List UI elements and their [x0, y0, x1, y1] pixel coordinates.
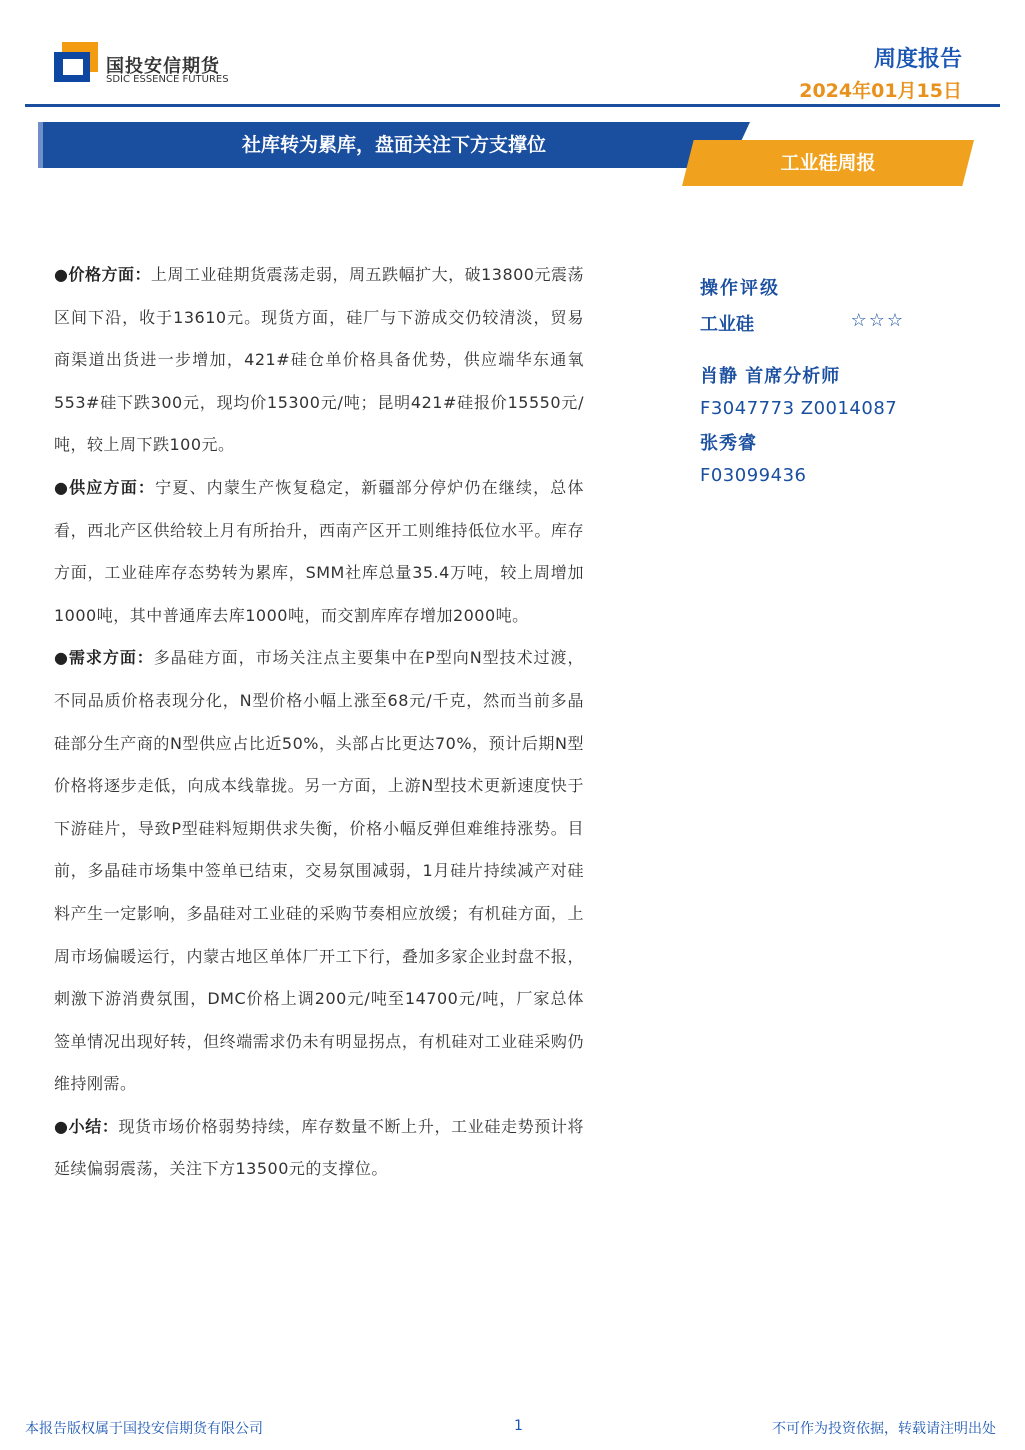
- rating-title: 操作评级: [700, 278, 780, 299]
- analyst-secondary-cert: F03099436: [700, 465, 807, 486]
- analyst-secondary: 张秀睿: [700, 433, 757, 454]
- section-summary: [54, 1106, 584, 1191]
- logo-white-cutout: [63, 59, 83, 75]
- rating-row: [700, 310, 905, 336]
- section-text: 现货市场价格弱势持续，库存数量不断上升，工业硅走势预计将延续偏弱震荡，关注下方13500元的支撑位。: [54, 1116, 584, 1179]
- company-logo: [54, 42, 98, 82]
- rating-stars-icon: ☆☆☆: [850, 310, 905, 331]
- rating-product: 工业硅: [700, 314, 754, 335]
- section-price: [54, 254, 584, 467]
- report-type: 周度报告: [873, 47, 962, 72]
- section-text: 上周工业硅期货震荡走弱，周五跌幅扩大，破13800元震荡区间下沿，收于13610元。现货方面，硅厂与下游成交仍较清淡，贸易商渠道出货进一步增加，421#硅仓单价格具备优势，供应端华东通氧553#硅下跌300元，现均价15300元/吨；昆明421#硅报价15550元/吨，较上周下跌100元。: [54, 265, 584, 455]
- section-lead: ●小结：: [54, 1116, 119, 1136]
- brand-name-en: SDIC ESSENCE FUTURES: [106, 74, 229, 85]
- sidebar: [700, 270, 940, 486]
- brand-name-cn: 国投安信期货: [106, 56, 220, 77]
- section-lead: ●供应方面：: [54, 477, 156, 497]
- analyst-primary: 肖静 首席分析师: [700, 366, 841, 387]
- section-text: 多晶硅方面，市场关注点主要集中在P型向N型技术过渡，不同品质价格表现分化，N型价格小幅上涨至68元/千克，然而当前多晶硅部分生产商的N型供应占比近50%，头部占比更达70%，预计后期N型价格将逐步走低，向成本线靠拢。另一方面，上游N型技术更新速度快于下游硅片，导致P型硅料短期供求失衡，价格小幅反弹但难维持涨势。目前，多晶硅市场集中签单已结束，交易氛围减弱，1月硅片持续减产对硅料产生一定影响，多晶硅对工业硅的采购节奏相应放缓；有机硅方面，上周市场偏暖运行，内蒙古地区单体厂开工下行，叠加多家企业封盘不报，刺激下游消费氛围，DMC价格上调200元/吨至14700元/吨，厂家总体签单情况出现好转，但终端需求仍未有明显拐点，有机硅对工业硅采购仍维持刚需。: [54, 648, 584, 1094]
- section-demand: [54, 637, 584, 1106]
- analyst-primary-cert: F3047773 Z0014087: [700, 398, 898, 419]
- page-number: 1: [514, 1418, 523, 1434]
- report-body: [54, 254, 584, 1191]
- footer-disclaimer: 不可作为投资依据，转载请注明出处: [772, 1421, 996, 1437]
- section-lead: ●需求方面：: [54, 648, 154, 668]
- report-tag: 工业硅周报: [780, 152, 876, 174]
- report-title: 社库转为累库，盘面关注下方支撑位: [241, 134, 546, 156]
- report-date: 2024年01月15日: [799, 80, 962, 102]
- section-lead: ●价格方面：: [54, 265, 151, 284]
- footer-copyright: 本报告版权属于国投安信期货有限公司: [25, 1421, 263, 1437]
- header-divider: [25, 104, 1000, 107]
- section-supply: [54, 467, 584, 637]
- section-text: 宁夏、内蒙生产恢复稳定，新疆部分停炉仍在继续，总体看，西北产区供给较上月有所抬升，西南产区开工则维持低位水平。库存方面，工业硅库存态势转为累库，SMM社库总量35.4万吨，较上周增加1000吨，其中普通库去库1000吨，而交割库库存增加2000吨。: [54, 477, 584, 625]
